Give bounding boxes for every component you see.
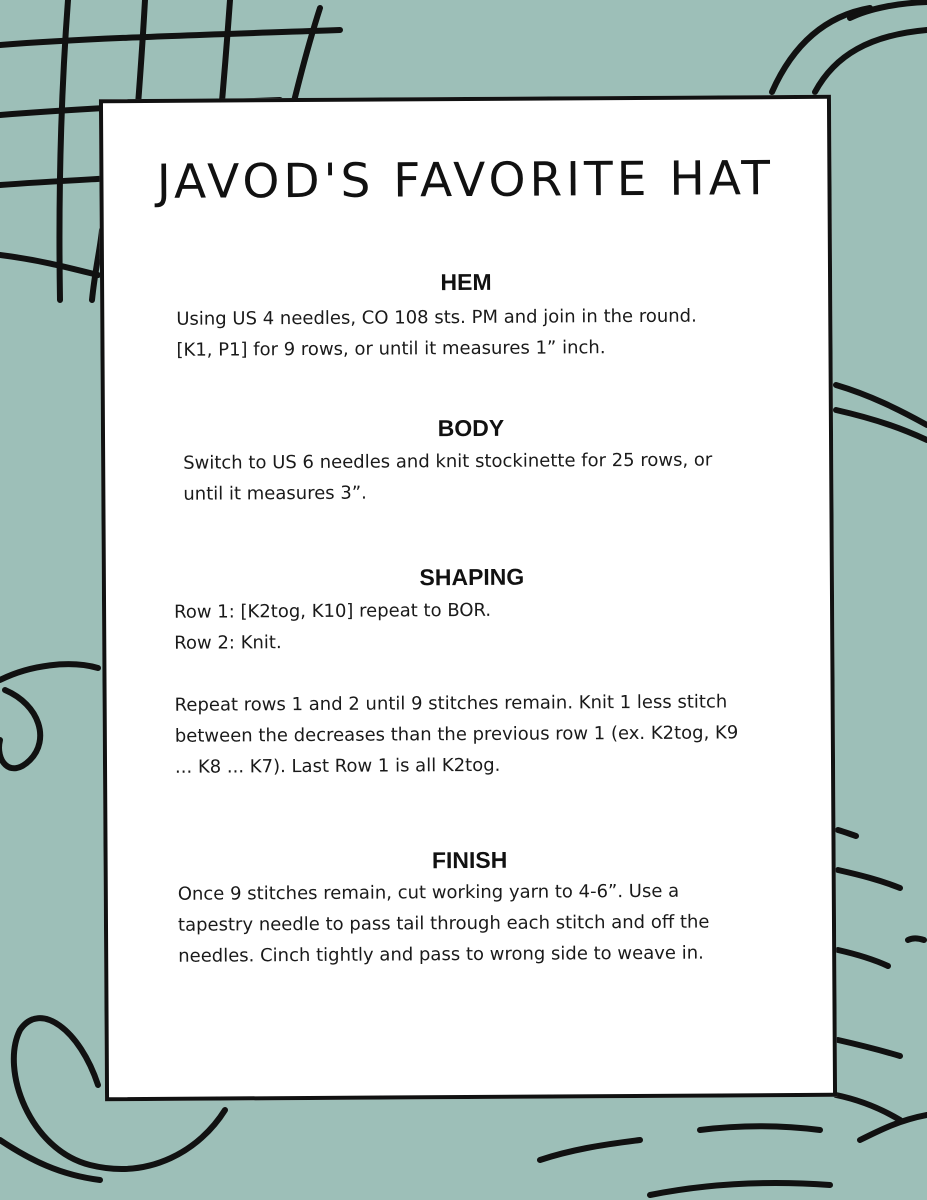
hem-line: [K1, P1] for 9 rows, or until it measures 1” inch. — [176, 337, 606, 361]
shaping-line: ... K8 ... K7). Last Row 1 is all K2tog. — [174, 754, 501, 778]
finish-body — [178, 875, 819, 972]
shaping-line: Repeat rows 1 and 2 until 9 stitches remain. Knit 1 less stitch — [174, 691, 728, 716]
body-line: Switch to US 6 needles and knit stockinette for 25 rows, or — [183, 449, 713, 474]
hem-line: Using US 4 needles, CO 108 sts. PM and join in the round. — [176, 305, 697, 330]
body-heading: BODY — [437, 414, 505, 442]
shaping-line: between the decreases than the previous row 1 (ex. K2tog, K9 — [174, 722, 739, 747]
shaping-body — [174, 593, 815, 783]
finish-line: needles. Cinch tightly and pass to wrong side to weave in. — [178, 942, 704, 967]
finish-heading: FINISH — [431, 846, 508, 874]
bottom-scribble-doodle — [540, 1115, 927, 1195]
hem-body — [176, 300, 816, 366]
recipe-card — [99, 95, 837, 1101]
body-body — [183, 444, 823, 510]
page-title: JAVOD'S FAVORITE HAT — [156, 151, 775, 210]
finish-line: Once 9 stitches remain, cut working yarn to 4-6”. Use a — [177, 880, 680, 905]
arc-doodle — [772, 2, 927, 92]
shaping-line: Row 2: Knit. — [174, 632, 282, 654]
shaping-line: Row 1: [K2tog, K10] repeat to BOR. — [174, 599, 492, 623]
finish-line: tapestry needle to pass tail through each stitch and off the — [177, 911, 710, 936]
body-line: until it measures 3”. — [183, 482, 367, 505]
right-strokes-doodle — [836, 385, 927, 1120]
shaping-heading: SHAPING — [419, 563, 525, 591]
hem-heading: HEM — [440, 268, 492, 296]
